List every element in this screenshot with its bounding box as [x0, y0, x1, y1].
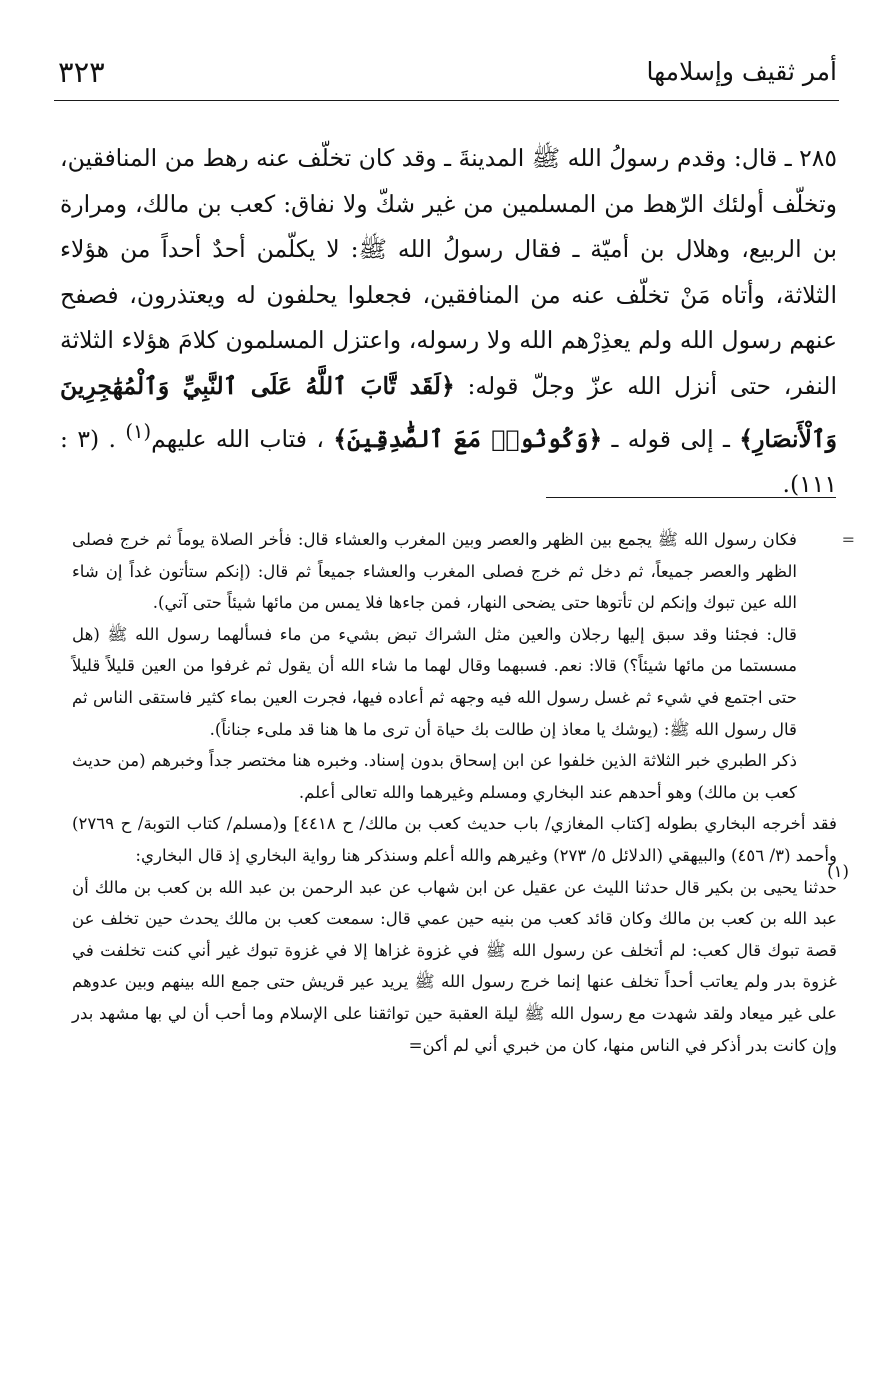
footnote-number: (١)	[827, 862, 849, 881]
page-number: ٣٢٣	[58, 55, 105, 89]
quran-verse-reference: . (٣ : ١١١).	[60, 424, 837, 499]
footnote-1-continuation: فقد أخرجه البخاري بطوله [كتاب المغازي/ باب حديث كعب بن مالك/ ح ٤٤١٨] و(مسلم/ كتاب التوبة/ ح ٢٧٦٩) وأحمد (٣/ ٤٥٦) والبيهقي (الدلائل ٥/ ٢٧٣) وغيرهم والله أعلم وسنذكر هنا رواية البخاري إذ قال البخاري:	[72, 814, 837, 865]
paragraph-number: ٢٨٥ ـ	[784, 144, 838, 172]
quran-quote-1: ﴿لَقَد تَّابَ ٱللَّهُ عَلَى ٱلنَّبِيِّ وَٱلْمُهَٰجِرِينَ وَٱلْأَنصَارِ﴾	[60, 371, 838, 453]
main-text-part-2: ـ إلى قوله ـ	[611, 424, 730, 453]
footnote-1-text: ذكر الطبري خبر الثلاثة الذين خلفوا عن ابن إسحاق بدون إسناد. وخبره هنا مختصر جداً وخبرهم (من حديث كعب بن مالك) وهو أحدهم عند البخاري ومسلم وغيرهما والله تعالى أعلم.	[72, 751, 797, 802]
hadith-text-body: حدثنا يحيى بن بكير قال حدثنا الليث عن عقيل عن ابن شهاب عن عبد الرحمن بن عبد الله بن كعب بن مالك أن عبد الله بن كعب بن مالك وكان قائد كعب من بنيه حين عمي قال: سمعت كعب بن مالك يحدث حين تخلف عن قصة تبوك قال كعب: لم أتخلف عن رسول الله ﷺ في غزوة غزاها إلا في غزوة تبوك غير أني كنت تخلفت في غزوة بدر ولم يعاتب أحداً تخلف عنها إنما خرج رسول الله ﷺ يريد عير قريش حتى جمع الله بينهم وبين عدوهم على غير ميعاد ولقد شهدت مع رسول الله ﷺ ليلة العقبة حين تواثقنا على الإسلام وما أحب أن لي بها مشهد بدر وإن كانت بدر أذكر في الناس منها، كان من خبري أني لم أكن	[72, 877, 837, 1055]
footnotes-block	[72, 524, 837, 1061]
footnote-continuation-mark: =	[841, 530, 855, 549]
main-text	[60, 136, 837, 508]
header-rule	[54, 100, 839, 101]
footnote-continued-paragraph-2: قال: فجئنا وقد سبق إليها رجلان والعين مثل الشراك تبض بشيء من ماء فسألهما رسول الله ﷺ (هل مسستما من مائها شيئاً؟) قالا: نعم. فسبهما وقال لهما ما شاء الله أن يقول ثم غرفوا من العين قليلاً قليلاً حتى اجتمع في شيء ثم غسل رسول الله فيه وجهه ثم أعاده فيها، فجرت العين بماء كثير فاستقى الناس ثم قال رسول الله ﷺ: (يوشك يا معاذ إن طالت بك حياة أن ترى ما ها هنا قد ملىء جناناً).	[72, 624, 797, 739]
running-title: أمر ثقيف وإسلامها	[646, 57, 837, 86]
main-text-part-1: قال: وقدم رسولُ الله ﷺ المدينةَ ـ وقد كان تخلّف عنه رهط من المنافقين، وتخلّف أولئك الرّهط من المسلمين من غير شكّ ولا نفاق: كعب بن مالك، ومرارة بن الربيع، وهلال بن أميّة ـ فقال رسولُ الله ﷺ: لا يكلّمن أحدٌ أحداً من هؤلاء الثلاثة، وأتاه مَنْ تخلّف عنه من المنافقين، فجعلوا يحلفون له ويعتذرون، فصفح عنهم رسول الله ولم يعذِرْهم الله ولا رسوله، واعتزل المسلمون كلامَ هؤلاء الثلاثة النفر، حتى أنزل الله عزّ وجلّ قوله:	[60, 144, 838, 400]
hadith-text	[72, 872, 837, 1062]
footnote-continued-paragraph-1: فكان رسول الله ﷺ يجمع بين الظهر والعصر وبين المغرب والعشاء قال: فأخر الصلاة يوماً ثم خرج فصلى الظهر والعصر جميعاً، ثم دخل ثم خرج فصلى المغرب والعشاء جميعاً ثم قال: (إنكم ستأتون غداً إن شاء الله عين تبوك وإنكم لن تأتوها حتى يضحى النهار، فمن جاءها فلا يمس من مائها شيئاً حتى آتي).	[72, 530, 797, 613]
hadith-continuation-mark: =	[408, 1035, 423, 1055]
footnote-reference[interactable]: (١)	[125, 420, 152, 443]
footnote-separator	[546, 497, 836, 498]
main-text-part-3: ، فتاب الله عليهم	[151, 424, 324, 453]
quran-quote-2: ﴿وَكُونُوا۟ مَعَ ٱلصَّٰدِقِينَ﴾	[333, 424, 603, 453]
